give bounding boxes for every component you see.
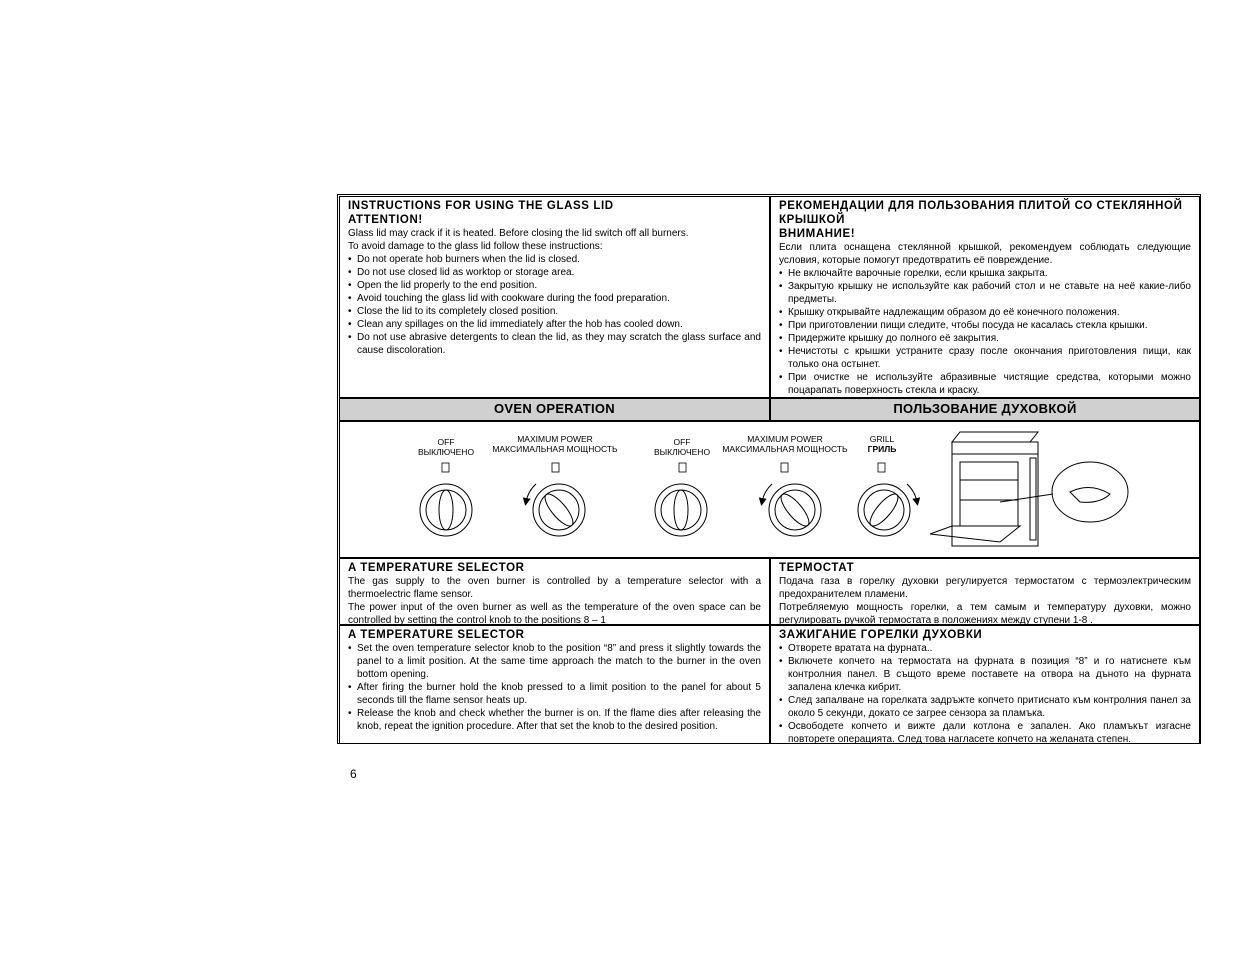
temp-selector-en-p1: The gas supply to the oven burner is controlled by a temperature selector with a thermoelectric flame sensor. (348, 576, 761, 600)
list-item: • Do not use abrasive detergents to clean the lid, as they may scratch the glass surface and cause discoloration. (348, 331, 761, 357)
list-item: • Закрытую крышку не используйте как рабочий стол и не ставьте на неё какие-либо предметы. (779, 280, 1191, 306)
temp-selector-ru-p2: Потребляемую мощность горелки, а тем самым и температуру духовки, можно регулировать ручкой термостата в положениях между ступени 1-8 . (779, 602, 1191, 625)
label-grill-ru: ГРИЛЬ (867, 444, 897, 454)
list-item: • При приготовлении пищи следите, чтобы посуда не касалась стекла крышки. (779, 319, 1191, 332)
ignition-bg-title: ЗАЖИГАНИЕ ГОРЕЛКИ ДУХОВКИ (779, 629, 983, 641)
label-off-ru-2: ВЫКЛЮЧЕНО (653, 447, 711, 457)
glass-lid-ru-section (770, 196, 1200, 398)
label-max-ru-2: МАКСИМАЛЬНАЯ МОЩНОСТЬ (722, 444, 848, 454)
ignition-bg-section (770, 625, 1200, 744)
temp-selector-en-p2: The power input of the oven burner as well as the temperature of the oven space can be controlled by setting the control knob to the positions 8 – 1 (348, 602, 761, 625)
manual-page-table (337, 194, 1201, 744)
list-item: • After firing the burner hold the knob pressed to a limit position to the panel for about 5 seconds till the flame sensor heats up. (348, 681, 761, 707)
list-item: • Do not operate hob burners when the lid is closed. (348, 253, 761, 266)
list-item: • Не включайте варочные горелки, если крышка закрыта. (779, 267, 1191, 280)
zoom-detail-icon (1000, 462, 1128, 522)
temp-selector-en-section (339, 558, 770, 625)
list-item: • Clean any spillages on the lid immediately after the hob has cooled down. (348, 318, 761, 331)
knob-max-power-grill-icon (762, 484, 821, 536)
ignition-en-section (339, 625, 770, 744)
label-max-en-2: MAXIMUM POWER (747, 434, 823, 444)
list-item: • Освободете копчето и вижте дали котлона е запален. Ако пламъкът изгасне повторете операцията. След това нагласете копчето на желаната степен. (779, 720, 1191, 744)
oven-knob-diagram (339, 421, 1200, 558)
list-item: • Release the knob and check whether the burner is on. If the flame dies after releasing the knob, repeat the ignition procedure. After that set the knob to the desired position. (348, 707, 761, 733)
ignition-en-title: A TEMPERATURE SELECTOR (348, 629, 525, 641)
knob-off-grill-icon (655, 484, 707, 536)
list-item: • При очистке не используйте абразивные чистящие средства, которыми можно поцарапать поверхность стекла и краску. (779, 371, 1191, 397)
list-item: • Open the lid properly to the end position. (348, 279, 761, 292)
list-item: • Нечистоты с крышки устраните сразу после окончания приготовления пищи, как только она остынет. (779, 345, 1191, 371)
knob-off-icon (420, 484, 472, 536)
list-item: • Придержите крышку до полного её закрытия. (779, 332, 1191, 345)
oven-operation-heading-en: OVEN OPERATION (339, 398, 770, 421)
glass-lid-ru-attention: ВНИМАНИЕ! (779, 228, 856, 240)
label-off-en-1: OFF (437, 437, 455, 447)
list-item: • Крышку открывайте надлежащим образом до её конечного положения. (779, 306, 1191, 319)
cooker-illustration (930, 432, 1038, 546)
label-grill-en: GRILL (869, 434, 895, 444)
list-item: • Set the oven temperature selector knob to the position “8” and press it slightly towards the panel to a limit position. At the same time approach the match to the burner in the oven bottom opening. (348, 642, 761, 681)
glass-lid-en-intro-1: Glass lid may crack if it is heated. Before closing the lid switch off all burners. (348, 228, 689, 239)
temp-selector-ru-title: ТЕРМОСТАТ (779, 562, 855, 574)
glass-lid-ru-title: РЕКОМЕНДАЦИИ ДЛЯ ПОЛЬЗОВАНИЯ ПЛИТОЙ СО СТЕКЛЯННОЙ КРЫШКОЙ (779, 200, 1183, 226)
list-item: • Do not use closed lid as worktop or storage area. (348, 266, 761, 279)
position-marker-icons (442, 463, 885, 472)
glass-lid-ru-intro: Если плита оснащена стеклянной крышкой, рекомендуем соблюдать следующие условия, которые помогут предотвратить её повреждение. (779, 242, 1191, 266)
temp-selector-en-title: A TEMPERATURE SELECTOR (348, 562, 525, 574)
list-item: • Отворете вратата на фурната.. (779, 642, 1191, 655)
knob-grill-icon (858, 484, 917, 536)
temp-selector-ru-section (770, 558, 1200, 625)
label-max-en-1: MAXIMUM POWER (517, 434, 593, 444)
label-off-ru-1: ВЫКЛЮЧЕНО (417, 447, 475, 457)
knob-max-power-icon (526, 484, 585, 536)
temp-selector-ru-p1: Подача газа в горелку духовки регулируется термостатом с термоэлектрическим предохранителем пламени. (779, 576, 1191, 600)
oven-operation-heading-ru: ПОЛЬЗОВАНИЕ ДУХОВКОЙ (770, 398, 1200, 421)
list-item: • Включете копчето на термостата на фурната в позиция “8” и го натиснете към контролния панел. В същото време поставете на отвора на дъното на фурната запалена клечка кибрит. (779, 655, 1191, 694)
ignition-bg-list (779, 642, 1191, 744)
glass-lid-en-section (339, 196, 770, 398)
list-item: • Close the lid to its completely closed position. (348, 305, 761, 318)
page-number: 6 (350, 767, 357, 781)
glass-lid-en-title: INSTRUCTIONS FOR USING THE GLASS LID (348, 200, 614, 212)
label-off-en-2: OFF (673, 437, 691, 447)
label-max-ru-1: МАКСИМАЛЬНАЯ МОЩНОСТЬ (492, 444, 618, 454)
glass-lid-en-attention: ATTENTION! (348, 214, 423, 226)
glass-lid-ru-list (779, 267, 1191, 397)
glass-lid-en-intro-2: To avoid damage to the glass lid follow these instructions: (348, 241, 603, 252)
list-item: • Avoid touching the glass lid with cookware during the food preparation. (348, 292, 761, 305)
ignition-en-list (348, 642, 761, 733)
glass-lid-en-list (348, 253, 761, 357)
list-item: • След запалване на горелката задръжте копчето притиснато към контролния панел за около 5 секунди, докато се загрее сензора за пламъка. (779, 694, 1191, 720)
